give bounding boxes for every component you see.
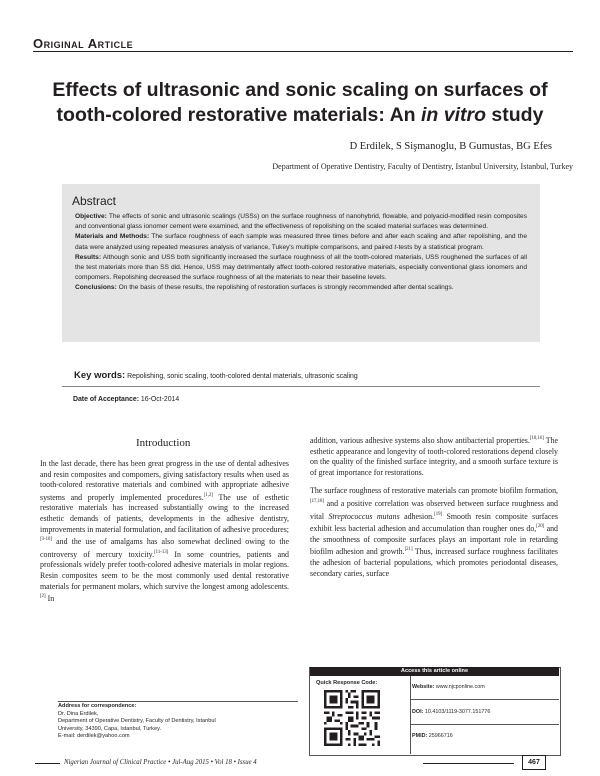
abstract-conclusions (75, 283, 527, 293)
access-box-divider (410, 676, 411, 754)
footer-journal: Nigerian Journal of Clinical Practice • Jul-Aug 2015 • Vol 18 • Issue 4 (64, 759, 257, 766)
citation: [2] (40, 594, 46, 600)
text-run: Thus, increased surface roughness facilitates the adhesion of bacterial populations, which promotes periodontal diseases, secondary caries, surface (310, 547, 558, 578)
website-row (412, 684, 558, 690)
citation: [20] (536, 524, 545, 530)
abstract-body (75, 212, 527, 294)
keywords-rule (62, 386, 540, 387)
citation: [11-13] (154, 549, 169, 555)
title-line-2-end: study (486, 104, 544, 126)
pmid-link[interactable]: 25966716 (428, 733, 453, 739)
introduction-heading: Introduction (136, 437, 191, 449)
correspondence-name: Dr. Dina Erdilek, (58, 710, 99, 717)
article-title (40, 78, 560, 128)
intro-paragraph-2 (310, 486, 558, 579)
abstract-objective (75, 212, 527, 232)
text-run: addition, various adhesive systems also show antibacterial properties. (310, 436, 530, 445)
website-link[interactable]: www.njcponline.com (435, 684, 485, 690)
title-line-2-start: tooth-colored restorative materials: An (56, 104, 421, 126)
text-run: and the use of amalgams has also somewhat declined owing to the controversy of mercury toxicity. (40, 537, 289, 559)
text-run: The use of esthetic restorative materials has increased substantially owing to the increased esthetic demands of patients, developments in the adhesive dentistry, improvements in material formulation, and facilitation of adhesive procedures; (40, 492, 289, 534)
acceptance-date (73, 396, 179, 403)
text-run: and a positive correlation was observed between surface roughness and vital (310, 498, 558, 521)
page-number: 467 (522, 755, 546, 770)
affiliation: Department of Operative Dentistry, Faculty of Dentistry, Istanbul University, Istanbul, Turkey (272, 162, 573, 171)
citation: [21] (404, 547, 413, 553)
pmid-label: PMID: (412, 733, 428, 739)
text-run: The surface roughness of restorative materials can promote biofilm formation, (310, 486, 558, 496)
citation: [1,2] (203, 492, 213, 498)
intro-paragraph-1 (40, 459, 289, 605)
footer-rule-left (35, 763, 60, 764)
access-row-divider (411, 724, 559, 725)
doi-row (412, 709, 558, 715)
methods-text-end: -tests by a statistical program. (396, 243, 484, 251)
access-box-heading: Access this article online (310, 667, 559, 676)
results-label: Results: (75, 253, 102, 261)
keywords-text: Repolishing, sonic scaling, tooth-colored dental materials, ultrasonic scaling (127, 373, 358, 380)
objective-text: The effects of sonic and ultrasonic scalings (USSs) on the surface roughness of nanohybrid, flowable, and polyacid-modified resin composites and conventional glass ionomer cement were examined, and the effectiveness of repolishing on the scaled material surfaces was determined. (75, 213, 527, 231)
conclusions-text: On the basis of these results, the repolishing of restoration surfaces is strongly recommended after dental scalings. (116, 284, 454, 292)
qr-code-icon[interactable] (324, 690, 380, 746)
acceptance-label: Date of Acceptance: (73, 396, 139, 403)
authors: D Erdilek, S Sişmanoglu, B Gumustas, BG Efes (349, 141, 552, 152)
correspondence-line-2: University, 34390, Capa, Istanbul, Turkey. (58, 725, 162, 732)
text-run: Smooth resin composite surfaces exhibit less bacterial adhesion and accumulation than rougher ones do, (310, 511, 558, 534)
correspondence-email[interactable]: E-mail: derdilek@yahoo.com (58, 733, 130, 740)
access-row-divider (411, 699, 559, 700)
header-rule (33, 51, 573, 52)
correspondence-heading: Address for correspondence: (58, 703, 137, 709)
qr-code-label: Quick Response Code: (316, 680, 378, 686)
correspondence-rule (58, 701, 298, 702)
right-column (310, 434, 558, 579)
results-text: Although sonic and USS both significantly increased the surface roughness of all the tooth-colored materials, USS roughened the surfaces of all the test materials more than SS did. Hence, USS may detrimentally affect tooth-colored restorative materials, especially conventional glass ionomers and compomers. Repolishing decreased the surface roughness of all the materials to near their baseline levels. (75, 253, 527, 282)
left-column (40, 459, 289, 605)
title-line-1: Effects of ultrasonic and sonic scaling on surfaces of (52, 79, 548, 101)
methods-label: Materials and Methods: (75, 233, 150, 241)
keywords (74, 370, 358, 381)
footer-rule-right (423, 763, 514, 764)
text-run: In (45, 594, 55, 604)
abstract-methods (75, 232, 527, 252)
abstract-results (75, 253, 527, 284)
intro-paragraph-1-continued (310, 434, 558, 478)
species-name: Streptococcus mutans (328, 511, 400, 521)
keywords-label: Key words: (74, 370, 126, 381)
conclusions-label: Conclusions: (75, 284, 117, 292)
citation: [3-10] (40, 537, 52, 543)
acceptance-value: 16-Oct-2014 (140, 396, 180, 403)
citation: [17,18] (310, 498, 324, 504)
abstract-heading: Abstract (72, 194, 117, 208)
title-italic: in vitro (420, 104, 486, 126)
text-run: adhesion. (399, 511, 435, 521)
text-run: In some countries, patients and professionals widely prefer tooth-colored adhesive materials in molar regions. Resin composites seem to be the most commonly used dental restorative materials for permanent molars, which survive the longest among adolescents. (40, 549, 289, 591)
website-label: Website: (412, 684, 435, 690)
section-label: Original Article (33, 36, 134, 51)
correspondence-line-1: Department of Operative Dentistry, Faculty of Dentistry, Istanbul (58, 718, 216, 725)
text-run: and the smoothness of composite surfaces plays an important role in retarding biofilm adhesion and growth. (310, 524, 559, 557)
pmid-row (412, 733, 558, 739)
text-run: The esthetic appearance and longevity of tooth-colored restorations depend closely on the quality of the finished surface integrity, and a smooth surface texture is of great importance for restorations. (310, 436, 558, 477)
citation: [10,16] (529, 436, 544, 441)
methods-text: The surface roughness of each sample was measured three times before and after each scaling and after repolishing, and the data were analyzed using repeated measures analysis of variance, Tukey's multiple comparisons, and paired (75, 233, 528, 251)
doi-link[interactable]: 10.4103/1119-3077.151776 (424, 709, 491, 715)
doi-label: DOI: (412, 709, 424, 715)
objective-label: Objective: (75, 213, 107, 220)
correspondence-block (58, 703, 296, 741)
text-run: In the last decade, there has been great progress in the use of dental adhesives and resin composites and compomers, giving satisfactory results when used as tooth-colored restorative materials and combined with appropriate adhesive systems and properly implemented procedures. (40, 459, 289, 502)
citation: [19] (434, 511, 443, 517)
methods-italic: t (394, 243, 397, 251)
